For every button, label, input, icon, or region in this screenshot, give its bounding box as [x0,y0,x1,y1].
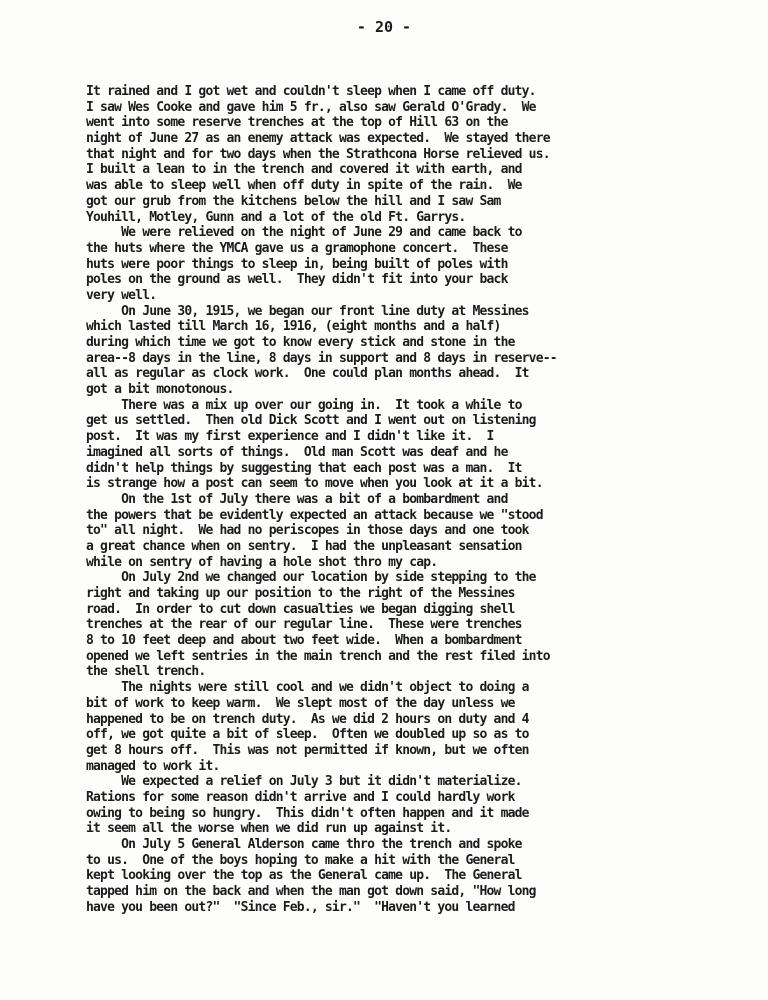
text-line: got a bit monotonous. [86,382,234,398]
text-line: all as regular as clock work. One could plan months ahead. It [86,366,529,382]
text-line: which lasted till March 16, 1916, (eight months and a half) [86,319,501,335]
text-line: the powers that be evidently expected an attack because we "stood [86,507,543,523]
text-line: is strange how a post can seem to move when you look at it a bit. [86,476,543,492]
text-line: huts were poor things to sleep in, being built of poles with [86,256,508,272]
text-line: to us. One of the boys hoping to make a hit with the General [86,852,515,868]
text-line: 8 to 10 feet deep and about two feet wide. When a bombardment [86,633,522,649]
text-line: during which time we got to know every stick and stone in the [86,335,515,350]
text-line: got our grub from the kitchens below the hill and I saw Sam [86,193,501,209]
text-line: didn't help things by suggesting that each post was a man. It [86,460,522,476]
text-line: Youhill, Motley, Gunn and a lot of the old Ft. Garrys. [86,209,466,225]
page-number: - 20 - [356,18,412,36]
text-line: I built a lean to in the trench and covered it with earth, and [86,162,522,178]
page-body [86,84,686,915]
text-line: that night and for two days when the Strathcona Horse relieved us. [86,146,550,162]
text-line: post. It was my first experience and I didn't like it. I [86,429,494,445]
text-line: off, we got quite a bit of sleep. Often we doubled up so as to [86,727,529,743]
text-line: was able to sleep well when off duty in spite of the rain. We [86,178,522,194]
text-line: managed to work it. [86,758,220,774]
text-line: poles on the ground as well. They didn't fit into your back [86,272,508,288]
text-line: tapped him on the back and when the man got down said, "How long [86,884,536,900]
text-line: very well. [86,287,157,303]
text-line: area--8 days in the line, 8 days in support and 8 days in reserve-- [86,350,557,366]
text-line: imagined all sorts of things. Old man Scott was deaf and he [86,444,508,460]
text-line: kept looking over the top as the General came up. The General [86,868,522,884]
text-line: owing to being so hungry. This didn't often happen and it made [86,805,529,821]
text-line: On July 2nd we changed our location by side stepping to the [86,570,536,586]
text-line: bit of work to keep warm. We slept most of the day unless we [86,695,515,711]
text-line: get us settled. Then old Dick Scott and I went out on listening [86,413,536,429]
text-line: have you been out?" "Since Feb., sir." "Haven't you learned [86,899,515,915]
text-line: while on sentry of having a hole shot thro my cap. [86,554,438,570]
text-line: opened we left sentries in the main trench and the rest filed into [86,648,550,664]
text-line: get 8 hours off. This was not permitted if known, but we often [86,742,529,758]
text-line: night of June 27 as an enemy attack was expected. We stayed there [86,131,550,147]
text-line: It rained and I got wet and couldn't sleep when I came off duty. [86,84,536,99]
text-line: On the 1st of July there was a bit of a bombardment and [86,491,508,507]
text-line: Rations for some reason didn't arrive and I could hardly work [86,789,515,805]
text-line: went into some reserve trenches at the top of Hill 63 on the [86,115,508,131]
text-line: it seem all the worse when we did run up against it. [86,821,452,837]
text-line: the huts where the YMCA gave us a gramophone concert. These [86,240,508,256]
text-line: right and taking up our position to the right of the Messines [86,586,515,601]
text-line: The nights were still cool and we didn't object to doing a [86,680,529,696]
text-line: happened to be on trench duty. As we did 2 hours on duty and 4 [86,711,529,727]
text-line: to" all night. We had no periscopes in those days and one took [86,523,529,539]
text-line: We expected a relief on July 3 but it didn't materialize. [86,774,522,790]
text-line: trenches at the rear of our regular line. These were trenches [86,617,522,633]
text-line: On July 5 General Alderson came thro the trench and spoke [86,837,522,852]
text-line: the shell trench. [86,664,206,680]
text-line: road. In order to cut down casualties we began digging shell [86,601,515,617]
text-line: a great chance when on sentry. I had the unpleasant sensation [86,538,522,554]
text-line: On June 30, 1915, we began our front line duty at Messines [86,303,529,319]
text-line: We were relieved on the night of June 29 and came back to [86,225,522,241]
text-line: I saw Wes Cooke and gave him 5 fr., also saw Gerald O'Grady. We [86,99,536,115]
text-line: There was a mix up over our going in. It took a while to [86,397,522,413]
